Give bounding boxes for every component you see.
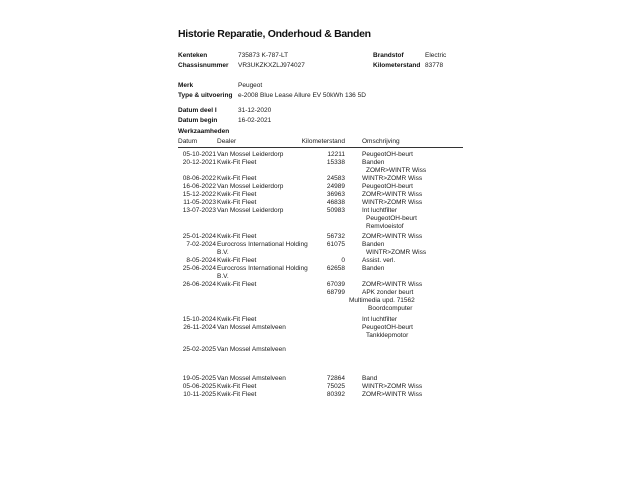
chassisnummer-label: Chassisnummer [178, 62, 229, 69]
vehicle-type-section [178, 81, 478, 101]
row-date: 20-12-2021 [182, 159, 216, 166]
row-dealer [217, 223, 298, 231]
table-row [178, 316, 478, 324]
row-kilometerstand: 67039 [326, 281, 345, 288]
row-omschrijving: APK zonder beurt [362, 289, 414, 296]
header-kilometerstand: Kilometerstand [301, 138, 345, 145]
row-dealer: Kwik-Fit Fleet [217, 257, 257, 264]
table-row [178, 257, 478, 265]
table-row [178, 175, 478, 183]
row-dealer [217, 215, 298, 223]
row-kilometerstand: 56732 [326, 233, 345, 240]
table-row [178, 375, 478, 383]
row-dealer: Kwik-Fit Fleet [217, 233, 257, 240]
row-kilometerstand: 80392 [326, 391, 345, 398]
row-date: 25-01-2024 [182, 233, 216, 240]
row-date: 15-10-2024 [182, 316, 216, 323]
row-dealer [217, 167, 298, 175]
row-kilometerstand: 61075 [326, 241, 345, 248]
row-date: 05-06-2025 [182, 383, 216, 390]
row-dealer: B.V. [217, 273, 229, 280]
row-date [178, 249, 216, 257]
row-date [178, 223, 216, 231]
table-row [178, 167, 478, 175]
row-dealer: Van Mossel Amstelveen [217, 375, 286, 382]
table-row [178, 305, 478, 313]
row-kilometerstand [298, 305, 345, 313]
table-row [178, 383, 478, 391]
table-row [178, 241, 478, 249]
table-row [178, 332, 478, 340]
row-omschrijving: Int luchtfilter [362, 207, 398, 214]
row-kilometerstand [298, 332, 345, 340]
chassisnummer-value: VR3UKZKXZLJ974027 [238, 62, 305, 69]
table-row [178, 273, 478, 281]
row-kilometerstand [298, 297, 345, 305]
row-omschrijving: Banden [362, 241, 385, 248]
datum-begin-label: Datum begin [178, 117, 218, 124]
row-dealer: Eurocross International Holding [217, 265, 308, 272]
kilometerstand-label: Kilometerstand [373, 62, 421, 69]
row-date [178, 289, 216, 297]
row-omschrijving: Tankklepmotor [366, 332, 409, 339]
row-date [178, 273, 216, 281]
table-row [178, 265, 478, 273]
info-line [178, 81, 478, 91]
row-kilometerstand: 24989 [326, 183, 345, 190]
header-dealer: Dealer [217, 138, 237, 145]
row-kilometerstand: 0 [341, 257, 345, 264]
table-row [178, 183, 478, 191]
table-row [178, 215, 478, 223]
row-date: 25-06-2024 [182, 265, 216, 272]
row-dealer [217, 305, 298, 313]
header-omschrijving: Omschrijving [362, 138, 400, 145]
row-omschrijving: Multimedia upd. 71562 [349, 297, 415, 304]
info-line [178, 116, 478, 126]
header-divider [178, 147, 463, 148]
row-omschrijving: Assist. verl. [362, 257, 396, 264]
merk-label: Merk [178, 82, 194, 89]
row-date: 05-10-2021 [182, 151, 216, 158]
row-dealer: Van Mossel Leiderdorp [217, 151, 284, 158]
row-dealer: Eurocross International Holding [217, 241, 308, 248]
row-date: 13-07-2023 [182, 207, 216, 214]
row-omschrijving: ZOMR>WINTR Wiss [366, 167, 427, 174]
vehicle-id-section [178, 51, 478, 71]
row-dealer: Kwik-Fit Fleet [217, 281, 257, 288]
row-kilometerstand [298, 167, 345, 175]
table-row [178, 289, 478, 297]
row-omschrijving: PeugeotOH-beurt [362, 324, 413, 331]
info-line [178, 61, 478, 71]
row-date [178, 332, 216, 340]
row-date [178, 297, 216, 305]
row-dealer: Van Mossel Leiderdorp [217, 183, 284, 190]
row-kilometerstand [298, 223, 345, 231]
row-date: 26-11-2024 [183, 324, 216, 331]
type-uitvoering-value: e-2008 Blue Lease Allure EV 50kWh 136 5D [238, 92, 366, 99]
row-omschrijving: PeugeotOH-beurt [362, 183, 413, 190]
row-kilometerstand [298, 273, 345, 281]
row-date [178, 167, 216, 175]
merk-value: Peugeot [238, 82, 263, 89]
row-date: 7-02-2024 [186, 241, 216, 248]
row-omschrijving: Remvloeistof [366, 223, 404, 230]
row-kilometerstand [298, 346, 345, 354]
row-dealer: Kwik-Fit Fleet [217, 159, 257, 166]
row-kilometerstand [298, 249, 345, 257]
row-omschrijving: PeugeotOH-beurt [362, 151, 413, 158]
row-dealer: Van Mossel Leiderdorp [217, 207, 284, 214]
row-date: 25-02-2025 [182, 346, 216, 353]
row-dealer: Kwik-Fit Fleet [217, 199, 257, 206]
row-dealer: Van Mossel Amstelveen [217, 346, 286, 353]
row-date: 8-05-2024 [186, 257, 216, 264]
row-omschrijving: Int luchtfilter [362, 316, 398, 323]
brandstof-value: Electric [425, 52, 447, 59]
kenteken-value: 735873 K-787-LT [238, 52, 289, 59]
table-row [178, 391, 478, 399]
header-datum: Datum [178, 138, 198, 145]
row-dealer [217, 332, 298, 340]
datum-deel-1-label: Datum deel I [178, 107, 217, 114]
row-kilometerstand: 50983 [326, 207, 345, 214]
table-row [178, 159, 478, 167]
work-rows [178, 151, 478, 399]
row-kilometerstand: 75025 [326, 383, 345, 390]
row-omschrijving: ZOMR>WINTR Wiss [362, 191, 423, 198]
row-date: 26-06-2024 [182, 281, 216, 288]
row-dealer: Kwik-Fit Fleet [217, 316, 257, 323]
row-kilometerstand: 46838 [326, 199, 345, 206]
row-dealer: Kwik-Fit Fleet [217, 391, 257, 398]
table-row [178, 191, 478, 199]
table-row [178, 281, 478, 289]
type-uitvoering-label: Type & uitvoering [178, 92, 233, 99]
row-kilometerstand [298, 215, 345, 223]
table-row [178, 223, 478, 231]
row-date: 08-06-2022 [182, 175, 216, 182]
dates-section [178, 106, 478, 126]
row-dealer: Kwik-Fit Fleet [217, 383, 257, 390]
row-date: 10-11-2025 [183, 391, 216, 398]
row-date: 16-06-2022 [182, 183, 216, 190]
row-omschrijving: PeugeotOH-beurt [366, 215, 417, 222]
row-date [178, 215, 216, 223]
row-date: 15-12-2022 [182, 191, 216, 198]
row-kilometerstand: 62658 [326, 265, 345, 272]
table-row [178, 233, 478, 241]
table-row [178, 324, 478, 332]
row-omschrijving: WINTR>ZOMR Wiss [366, 249, 427, 256]
table-row [178, 346, 478, 354]
row-kilometerstand: 72864 [326, 375, 345, 382]
row-date [178, 305, 216, 313]
row-dealer: Kwik-Fit Fleet [217, 191, 257, 198]
row-kilometerstand: 12211 [327, 151, 345, 158]
datum-deel-1-value: 31-12-2020 [238, 107, 272, 114]
table-row [178, 151, 478, 159]
row-dealer [217, 297, 298, 305]
row-omschrijving: Banden [362, 159, 385, 166]
row-kilometerstand: 15338 [326, 159, 345, 166]
row-kilometerstand: 68799 [326, 289, 345, 296]
werkzaamheden-section-title: Werkzaamheden [178, 128, 230, 135]
table-row [178, 249, 478, 257]
row-omschrijving: ZOMR>WINTR Wiss [362, 281, 423, 288]
row-omschrijving: Banden [362, 265, 385, 272]
table-row [178, 207, 478, 215]
table-row [178, 199, 478, 207]
row-omschrijving: WINTR>ZOMR Wiss [362, 199, 423, 206]
history-report-page [178, 28, 478, 399]
row-kilometerstand: 36963 [326, 191, 345, 198]
row-omschrijving: WINTR>ZOMR Wiss [362, 383, 423, 390]
info-line [178, 91, 478, 101]
row-date: 19-05-2025 [182, 375, 216, 382]
row-dealer: Van Mossel Amstelveen [217, 324, 286, 331]
row-omschrijving: Boordcomputer [368, 305, 413, 312]
info-line [178, 106, 478, 116]
kenteken-label: Kenteken [178, 52, 208, 59]
row-kilometerstand [298, 316, 345, 324]
row-omschrijving: ZOMR>WINTR Wiss [362, 391, 423, 398]
row-omschrijving: WINTR>ZOMR Wiss [362, 175, 423, 182]
row-dealer: B.V. [217, 249, 229, 256]
row-kilometerstand: 24583 [326, 175, 345, 182]
kilometerstand-value: 83778 [425, 62, 444, 69]
table-header-row [178, 137, 478, 146]
brandstof-label: Brandstof [373, 52, 404, 59]
row-omschrijving: Band [362, 375, 378, 382]
row-kilometerstand [298, 324, 345, 332]
datum-begin-value: 16-02-2021 [238, 117, 272, 124]
row-dealer [217, 289, 298, 297]
row-omschrijving: ZOMR>WINTR Wiss [362, 233, 423, 240]
page-title: Historie Reparatie, Onderhoud & Banden [178, 28, 371, 40]
info-line [178, 51, 478, 61]
row-dealer: Kwik-Fit Fleet [217, 175, 257, 182]
row-date: 11-05-2023 [183, 199, 216, 206]
table-row [178, 297, 478, 305]
